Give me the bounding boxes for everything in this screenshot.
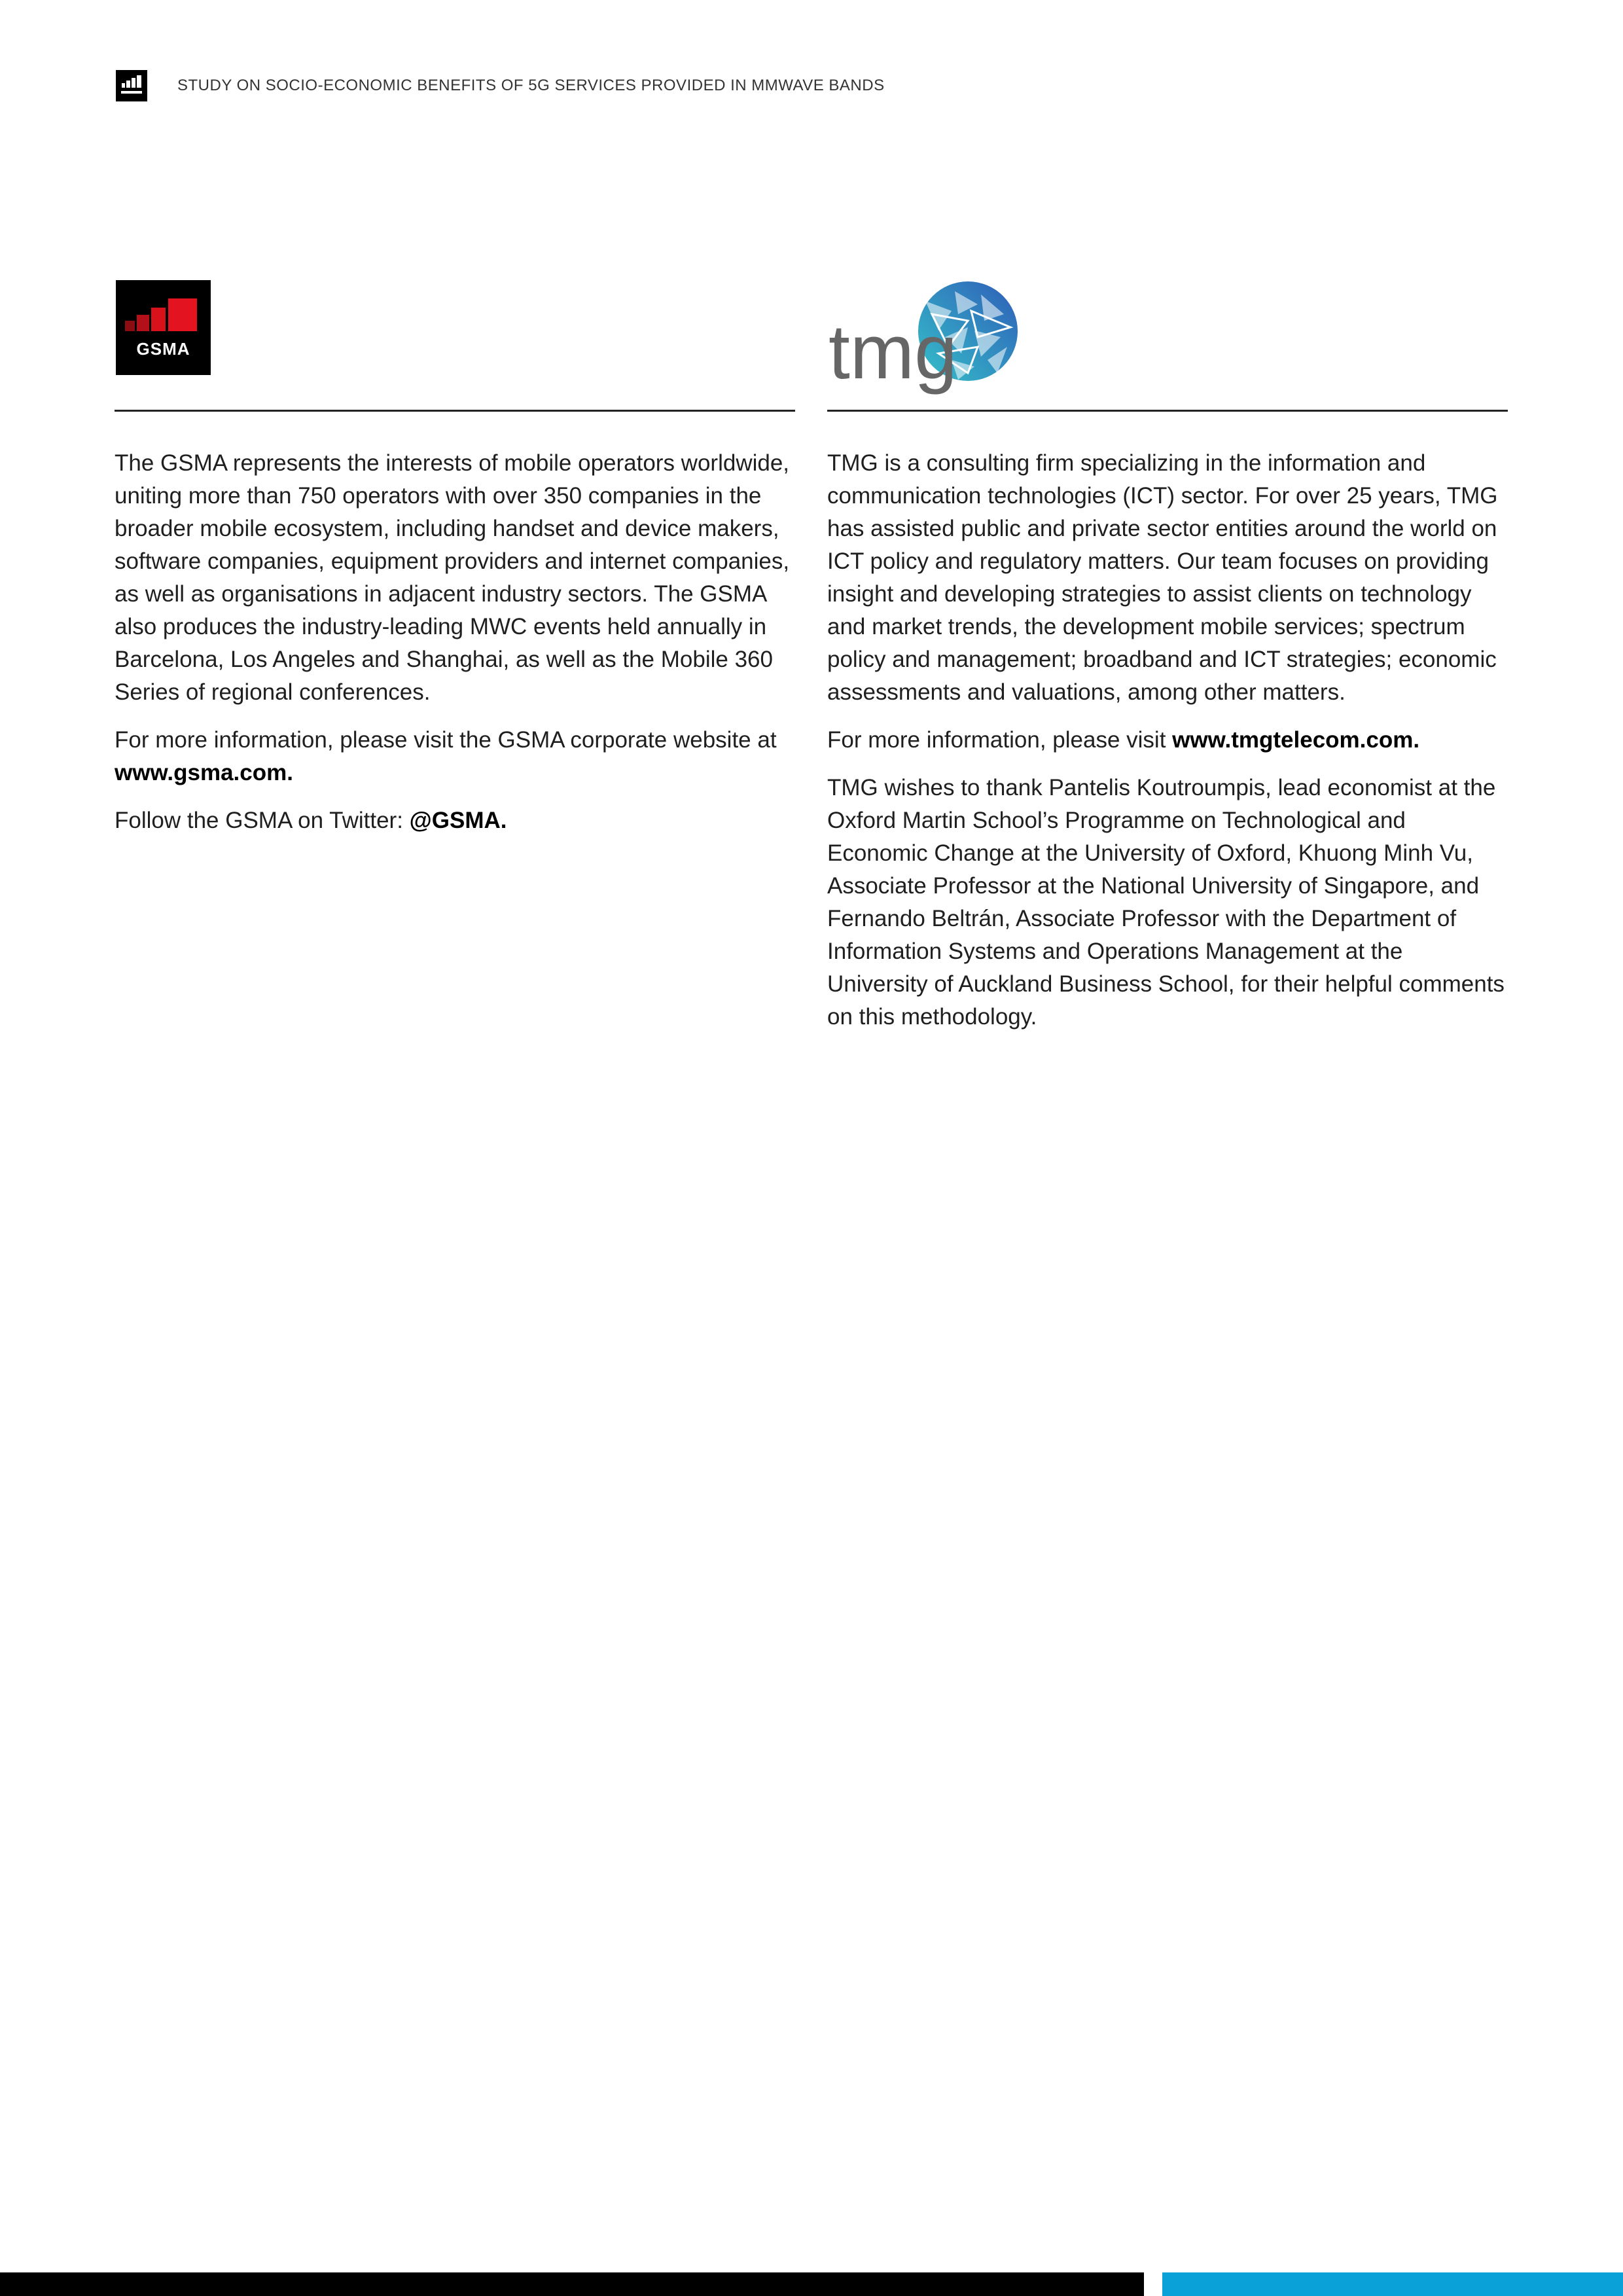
gsma-twitter-text: Follow the GSMA on Twitter: bbox=[115, 808, 410, 833]
tmg-logo-area bbox=[827, 275, 1508, 410]
footer-blue-bar bbox=[1162, 2272, 1623, 2296]
page-header bbox=[116, 69, 885, 102]
gsma-mini-logo-icon bbox=[116, 70, 147, 101]
tmg-body bbox=[827, 447, 1508, 1033]
gsma-logo-text: GSMA bbox=[136, 339, 190, 359]
tmg-globe-logo-icon bbox=[827, 275, 1037, 406]
gsma-twitter bbox=[115, 804, 795, 837]
tmg-website-link[interactable]: www.tmgtelecom.com. bbox=[1172, 727, 1420, 753]
tmg-logo-text: tmg bbox=[829, 309, 957, 395]
tmg-column bbox=[827, 275, 1508, 1049]
gsma-column bbox=[115, 275, 795, 852]
tmg-acknowledgement: TMG wishes to thank Pantelis Koutroumpis, lead economist at the Oxford Martin School’s Programme on Technological and Economic Change at the University of Oxford, Khuong Minh Vu, Associate Professor at the National University of Singapore, and Fernando Beltrán, Associate Professor with the Department of Information Systems and Operations Management at the University of Auckland Business School, for their helpful comments on this methodology. bbox=[827, 775, 1505, 1030]
gsma-info-text: For more information, please visit the GSMA corporate website at bbox=[115, 727, 777, 753]
footer-black-bar bbox=[0, 2272, 1144, 2296]
gsma-website-link[interactable]: www.gsma.com. bbox=[115, 760, 293, 785]
gsma-divider bbox=[115, 410, 795, 412]
gsma-info bbox=[115, 724, 795, 789]
gsma-description: The GSMA represents the interests of mobile operators worldwide, uniting more than 750 operators with over 350 companies in the broader mobile ecosystem, including handset and device makers, software companies, equipment providers and internet companies, as well as organisations in adjacent industry sectors. The GSMA also produces the industry-leading MWC events held annually in Barcelona, Los Angeles and Shanghai, as well as the Mobile 360 Series of regional conferences. bbox=[115, 450, 790, 705]
gsma-logo-icon bbox=[116, 280, 211, 375]
gsma-logo-area bbox=[115, 275, 795, 410]
tmg-divider bbox=[827, 410, 1508, 412]
page-header-title: STUDY ON SOCIO-ECONOMIC BENEFITS OF 5G SERVICES PROVIDED IN MMWAVE BANDS bbox=[177, 77, 885, 94]
tmg-info bbox=[827, 724, 1508, 757]
tmg-description: TMG is a consulting firm specializing in the information and communication technologies (ICT) sector. For over 25 years, TMG has assisted public and private sector entities around the world on ICT policy and regulatory matters. Our team focuses on providing insight and developing strategies to assist clients on technology and market trends, the development mobile services; spectrum policy and management; broadband and ICT strategies; economic assessments and valuations, among other matters. bbox=[827, 450, 1498, 705]
gsma-twitter-handle[interactable]: @GSMA. bbox=[409, 808, 507, 833]
tmg-info-text: For more information, please visit bbox=[827, 727, 1173, 753]
gsma-body bbox=[115, 447, 795, 837]
